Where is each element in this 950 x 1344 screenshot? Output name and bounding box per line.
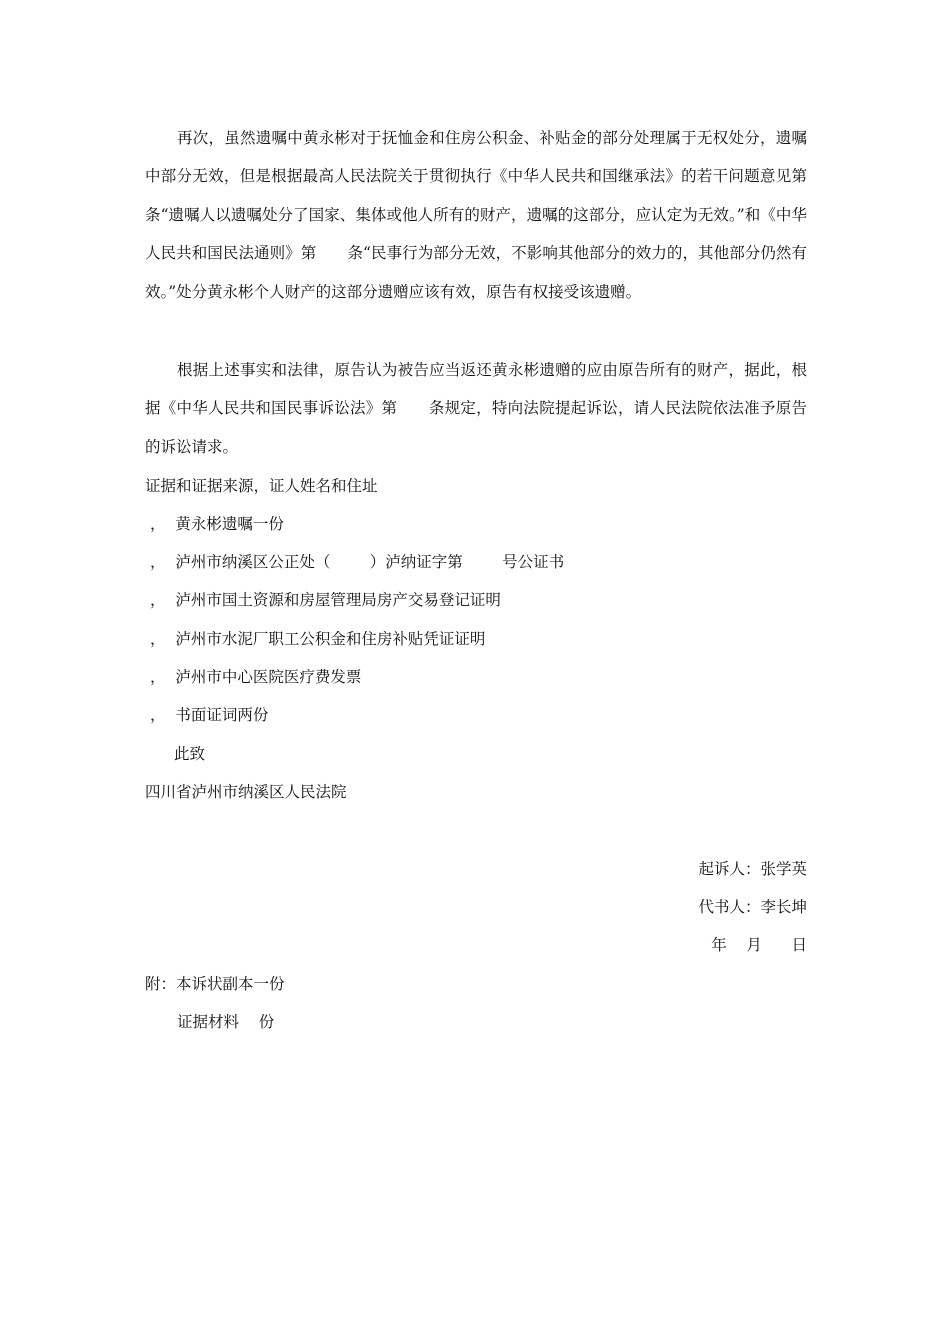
plaintiff-signature: 起诉人：张学英	[698, 860, 807, 878]
evidence-item-2: ， 泸州市纳溪区公正处（ ）泸纳证字第 号公证书	[150, 553, 565, 571]
attachment-evidence: 证据材料 份	[177, 1013, 275, 1031]
scribe-signature: 代书人：李长坤	[698, 898, 807, 916]
signature-date: 年 月 日	[711, 936, 807, 954]
evidence-item-5: ， 泸州市中心医院医疗费发票	[150, 668, 362, 686]
paragraph-conclusion: 根据上述事实和法律，原告认为被告应当返还黄永彬遗赠的应由原告所有的财产，据此，根据《中华人民共和国民事诉讼法》第 条规定，特向法院提起诉讼，请人民法院依法准予原告的诉讼请求。	[145, 361, 807, 456]
salutation: 此致	[174, 745, 206, 763]
evidence-item-1: ， 黄永彬遗嘱一份	[150, 515, 284, 533]
attachment-copy: 附：本诉状副本一份	[145, 975, 285, 993]
court-recipient: 四川省泸州市纳溪区人民法院	[145, 783, 347, 801]
evidence-item-4: ， 泸州市水泥厂职工公积金和住房补贴凭证证明	[150, 630, 486, 648]
evidence-heading: 证据和证据来源，证人姓名和住址	[145, 477, 378, 495]
evidence-item-6: ， 书面证词两份	[150, 706, 269, 724]
paragraph-third-point: 再次，虽然遗嘱中黄永彬对于抚恤金和住房公积金、补贴金的部分处理属于无权处分，遗嘱中部分无效，但是根据最高人民法院关于贯彻执行《中华人民共和国继承法》的若干问题意见第 条“遗嘱人以遗嘱处分了国家、集体或他人所有的财产，遗嘱的这部分，应认定为无效。”和《中华人民共和国民法通则》第 条“民事行为部分无效，不影响其他部分的效力的，其他部分仍然有效。”处分黄永彬个人财产的这部分遗赠应该有效，原告有权接受该遗赠。	[145, 129, 839, 301]
evidence-item-3: ， 泸州市国土资源和房屋管理局房产交易登记证明	[150, 591, 501, 609]
